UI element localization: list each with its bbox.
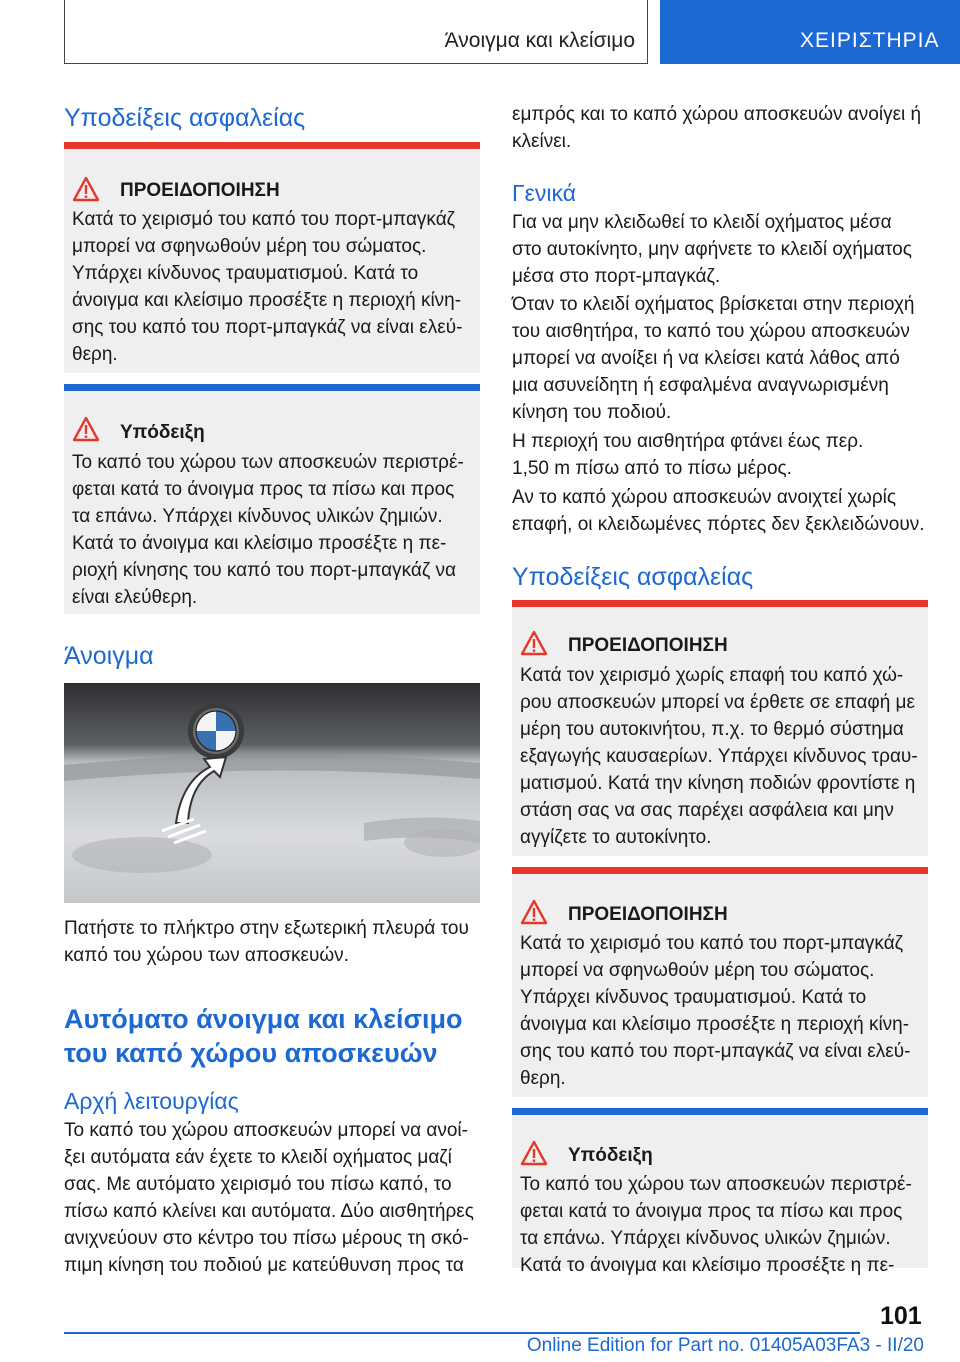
footer-divider xyxy=(64,1332,860,1334)
heading-safety-notes: Υποδείξεις ασφαλείας xyxy=(64,104,306,132)
warning-title: ΠΡΟΕΙΔΟΠΟΙΗΣΗ xyxy=(568,904,728,925)
heading-automatic-opening: Αυτόματο άνοιγμα και κλείσιμο του καπό χώρου αποσκευών xyxy=(64,1004,463,1068)
principle-continued: εμπρός και το καπό χώρου αποσκευών ανοίγει ή κλείνει. xyxy=(512,104,922,152)
heading-safety-notes-2: Υποδείξεις ασφαλείας xyxy=(512,563,754,591)
warning-text: Κατά το χειρισμό του καπό του πορτ-μπαγκάζ μπορεί να σφηνωθούν μέρη του σώματος. Υπάρχει κίνδυνος τραυματισμού. Κατά το άνοιγμα και κλείσιμο προσέξτε η περιοχή κίνη- σης του καπό του πορτ-μπαγκάζ να είναι ελεύ- θερη. xyxy=(520,933,911,1089)
warning-box xyxy=(64,142,480,373)
warning-triangle-icon xyxy=(520,1140,548,1166)
trunk-button-photo xyxy=(64,683,480,903)
note-box xyxy=(64,384,480,614)
heading-general: Γενικά xyxy=(512,180,577,206)
warning-triangle-icon xyxy=(72,176,100,202)
warning-text: Κατά τον χειρισμό χωρίς επαφή του καπό χώ- ρου αποσκευών μπορεί να έρθετε σε επαφή με μέρη του αυτοκινήτου, π.χ. το θερμό σύστημα εξαγωγής καυσαερίων. Υπάρχει κίνδυνος τραυ- ματισμού. Κατά την κίνηση ποδιών φροντίστε η στάση σας να σας παρέχει ασφάλεια και μην αγγίζετε το αυτοκίνητο. xyxy=(520,665,918,848)
heading-operating-principle: Αρχή λειτουργίας xyxy=(64,1088,239,1114)
note-text: Το καπό του χώρου των αποσκευών περιστρέ- φεται κατά το άνοιγμα προς τα πίσω και προς τα επάνω. Υπάρχει κίνδυνος υλικών ζημιών. Κατά το άνοιγμα και κλείσιμο προσέξτε η πε- xyxy=(520,1174,912,1276)
warning-title: ΠΡΟΕΙΔΟΠΟΙΗΣΗ xyxy=(568,635,728,656)
note-text: Το καπό του χώρου των αποσκευών περιστρέ- φεται κατά το άνοιγμα προς τα πίσω και προς τα επάνω. Υπάρχει κίνδυνος υλικών ζημιών. Κατά το άνοιγμα και κλείσιμο προσέξτε η πε- ριοχή κίνησης του καπό του πορτ-μπαγκάζ να είναι ελεύθερη. xyxy=(72,452,464,608)
warning-triangle-icon xyxy=(72,416,100,442)
note-title: Υπόδειξη xyxy=(120,422,205,443)
heading-opening: Άνοιγμα xyxy=(64,642,154,670)
warning-triangle-icon xyxy=(520,899,548,925)
page-number: 101 xyxy=(880,1302,922,1330)
header-section-title: Άνοιγμα και κλείσιμο xyxy=(444,29,635,52)
general-paragraph-2: Όταν το κλειδί οχήματος βρίσκεται στην περιοχή του αισθητήρα, το καπό του χώρου αποσκευών μπορεί να ανοίξει ή να κλείσει κατά λάθος από μια ασυνείδητη ή εσφαλμένα αναγνωρισμένη κίνηση του ποδιού. xyxy=(512,294,915,423)
header-section-box xyxy=(64,0,648,64)
general-paragraph-4: Αν το καπό χώρου αποσκευών ανοιχτεί χωρίς επαφή, οι κλειδωμένες πόρτες δεν ξεκλειδώνουν. xyxy=(512,487,925,535)
warning-title: ΠΡΟΕΙΔΟΠΟΙΗΣΗ xyxy=(120,180,280,201)
general-paragraph-3: Η περιοχή του αισθητήρα φτάνει έως περ. 1,50 m πίσω από το πίσω μέρος. xyxy=(512,431,864,479)
opening-caption: Πατήστε το πλήκτρο στην εξωτερική πλευρά του καπό του χώρου των αποσκευών. xyxy=(64,918,469,966)
general-paragraph-1: Για να μην κλειδωθεί το κλειδί οχήματος μέσα στο αυτοκίνητο, μην αφήνετε το κλειδί οχήματος μέσα στο πορτ-μπαγκάζ. xyxy=(512,212,912,287)
edition-info: Online Edition for Part no. 01405A03FA3 - II/20 xyxy=(526,1335,924,1356)
principle-text: Το καπό του χώρου αποσκευών μπορεί να ανοί- ξει αυτόματα εάν έχετε το κλειδί οχήματος μαζί σας. Με αυτόματο χειρισμό του πίσω καπό, το πίσω καπό κλείνει και αυτόματα. Δύο αισθητήρες ανιχνεύουν στο κέντρο του πίσω μέρους τη σκό- πιμη κίνηση του ποδιού με κατεύθυνση προς τα xyxy=(64,1120,474,1276)
note-box-damage xyxy=(512,1108,928,1276)
warning-box-contactless xyxy=(512,600,928,856)
warning-text: Κατά το χειρισμό του καπό του πορτ-μπαγκάζ μπορεί να σφηνωθούν μέρη του σώματος. Υπάρχει κίνδυνος τραυματισμού. Κατά το άνοιγμα και κλείσιμο προσέξτε η περιοχή κίνη- σης του καπό του πορτ-μπαγκάζ να είναι ελεύ- θερη. xyxy=(72,209,463,365)
warning-box-pinch xyxy=(512,867,928,1097)
header-chapter-tab xyxy=(660,0,960,64)
note-title: Υπόδειξη xyxy=(568,1145,653,1166)
warning-triangle-icon xyxy=(520,630,548,656)
header-chapter-title: ΧΕΙΡΙΣΤΗΡΙΑ xyxy=(800,29,940,52)
